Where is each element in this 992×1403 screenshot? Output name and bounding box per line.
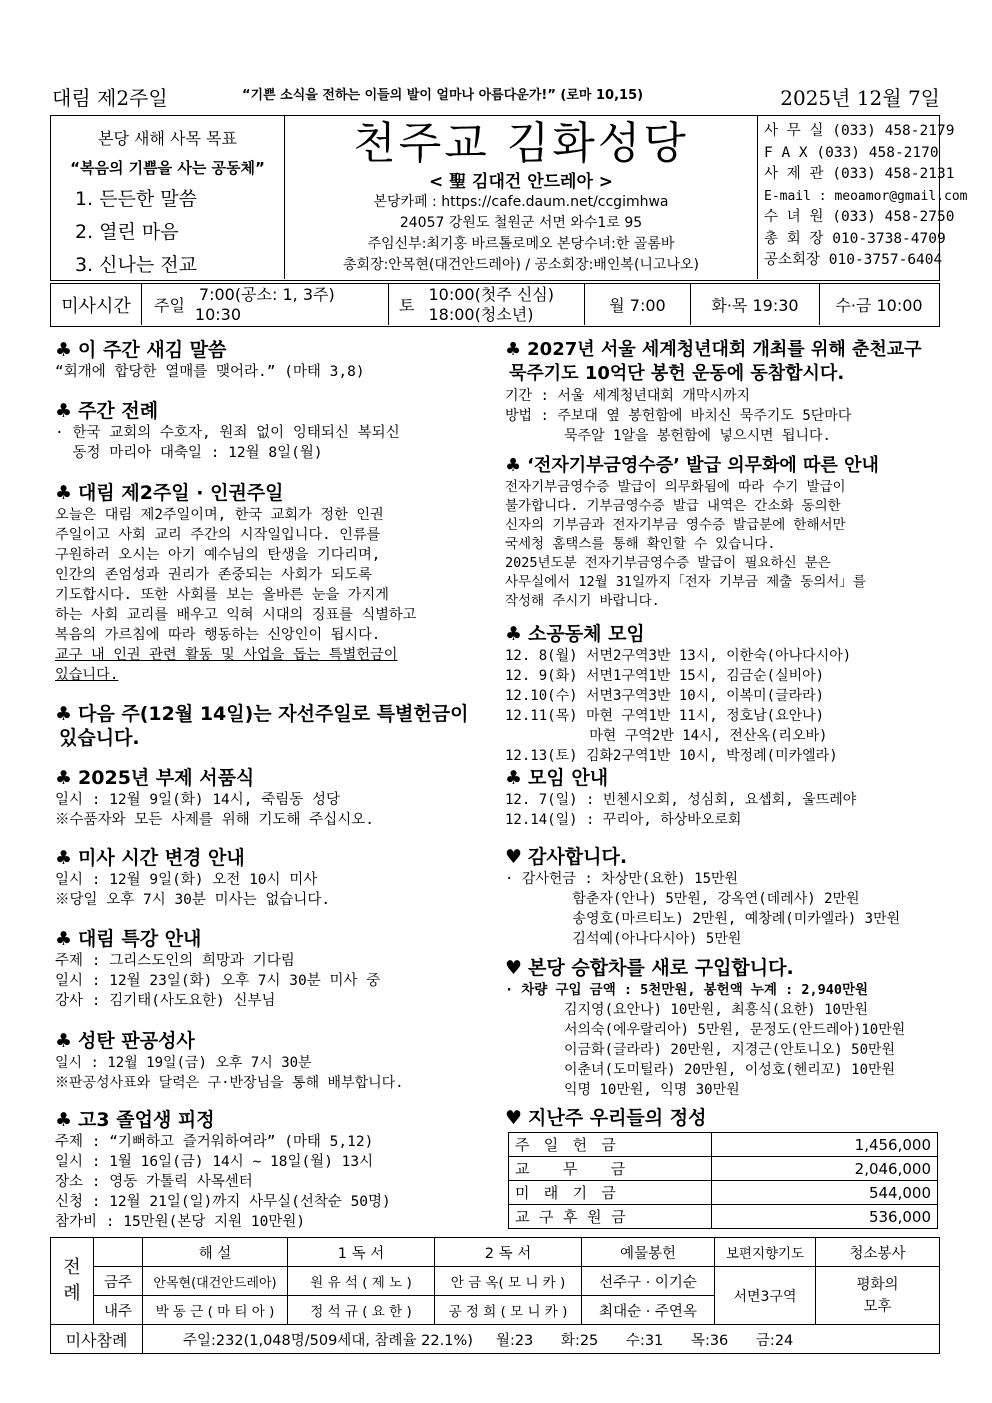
table-cell: 정 석 규 ( 요 한 ) [288,1296,435,1325]
section-body: 12. 8(월) 서면2구역3반 13시, 이한숙(아나다시아) 12. 9(화) 서면1구역1반 15시, 김금순(실비아) 12.10(수) 서면3구역3반 10시, 이복미(글라라) 12.11(목) 마현 구역1반 11시, 정호남(요안나) 마현 구역2반 14시, 전산옥(리오바) 12.13(토) 김화2구역1반 10시, 박정례(미카엘라) [505,648,852,764]
table-row [509,1157,938,1181]
section-title: 다음 주(12월 14일)는 자선주일로 특별헌금이 [78,703,469,725]
table-cell: 박 동 근 ( 마 티 아 ) [143,1296,288,1325]
section-title: 본당 승합차를 새로 구입합니다. [528,957,794,979]
section-small-community [505,622,940,766]
section-title-cont: 묵주기도 10억단 봉헌 운동에 동참합시다. [509,363,845,384]
offering-amount: 544,000 [712,1181,938,1205]
section-body: 일시 : 12월 9일(화) 오전 10시 미사 ※당일 오후 7시 30분 미사는 없습니다. [55,872,331,908]
parish-council: 총회장:안목현(대건안드레아) / 공소회장:배인복(니고나오) [343,257,699,273]
table-row [51,1238,940,1267]
club-suit-icon: ♣ [55,482,73,504]
attendance-label: 미사참례 [51,1325,143,1354]
section-confession [55,1029,495,1093]
mass-times [50,283,940,327]
section-title: 지난주 우리들의 정성 [528,1107,707,1129]
club-suit-icon: ♣ [505,339,522,360]
section-title: 이 주간 새김 말씀 [78,339,227,361]
offering-amount: 536,000 [712,1205,938,1229]
table-row [509,1133,938,1157]
section-donation-receipt [505,454,940,611]
offering-label: 주 일 헌 금 [509,1133,712,1157]
section-underlined-note: 교구 내 인권 관련 활동 및 사업을 돕는 특별헌금이 있습니다. [55,647,398,683]
table-header: 2 독 서 [435,1238,582,1267]
section-weekly-word [55,338,495,382]
table-cell: 서면3구역 [715,1267,816,1325]
sunday-time-2: 10:30 [194,304,242,324]
club-suit-icon: ♣ [55,1109,73,1131]
contact-email[interactable]: E-mail : meoamor@gmail.com [764,188,968,204]
table-header: 청소봉사 [816,1238,940,1267]
section-retreat [55,1108,495,1232]
parish-name: 천주교 김화성당 [353,118,689,169]
section-thanks [505,845,940,949]
section-title: 2025년 부제 서품식 [78,767,255,789]
section-rosary-campaign [505,338,940,446]
parish-address: 24057 강원도 철원군 서면 와수1로 95 [399,215,643,231]
table-header: 해 설 [143,1238,288,1267]
section-human-rights [55,481,495,685]
saturday-time-2: 18:00(청소년) [428,304,534,324]
offering-table [508,1132,938,1229]
goal-item: 1. 든든한 말씀 [75,188,197,210]
section-body: · 한국 교회의 수호자, 원죄 없이 잉태되신 복되신 동정 마리아 대축일 : 12월 8일(월) [55,425,400,461]
saturday-time-1: 10:00(첫주 신심) [428,284,554,304]
bulletin-date: 2025년 12월 7일 [780,86,940,110]
table-cell [94,1238,143,1267]
section-body: 일시 : 12월 19일(금) 오후 7시 30분 ※판공성사표와 달력은 구·반장님을 통해 배부합니다. [55,1055,404,1091]
club-suit-icon: ♣ [55,400,73,422]
contact-convent: 수 녀 원 (033) 458-2750 [764,209,955,225]
section-body: · 감사헌금 : 차상만(요한) 15만원 함춘자(안나) 5만원, 강옥연(데레사) 2만원 송영호(마르티노) 2만원, 예창례(미카엘라) 3만원 김석예(아나다시아) 5만원 [505,871,901,947]
goals-slogan: “복음의 기쁨을 사는 공동체” [70,159,265,177]
section-body: 주제 : 그리스도인의 희망과 기다림 일시 : 12월 23일(화) 오후 7시 30분 미사 중 강사 : 김기태(사도요한) 신부님 [55,953,381,1009]
club-suit-icon: ♣ [55,703,73,725]
section-meetings [505,766,940,830]
table-cell: 선주구 · 이기순 [582,1267,715,1296]
club-suit-icon: ♣ [55,767,73,789]
header-box [50,115,968,281]
section-van-purchase [505,956,940,1100]
section-title: 2027년 서울 세계청년대회 개최를 위해 춘천교구 [527,339,922,360]
section-title: 모임 안내 [528,767,609,789]
heart-icon: ♥ [505,957,523,979]
offering-label: 미 래 기 금 [509,1181,712,1205]
contact-rectory: 사 제 관 (033) 458-2131 [764,166,955,182]
mass-tue-thu: 화·목 19:30 [691,284,820,325]
contact-mission-head: 공소회장 010-3757-6404 [764,252,943,268]
liturgy-side-label: 전 례 [51,1238,94,1325]
goal-item: 3. 신나는 전교 [75,254,197,276]
table-header: 보편지향기도 [715,1238,816,1267]
goals-title: 본당 새해 사목 목표 [98,129,237,148]
section-title: 주간 전례 [78,400,159,422]
scripture-quote: “기쁜 소식을 전하는 이들의 발이 얼마나 아름다운가!” (로마 10,15) [242,88,644,103]
section-weekly-liturgy [55,399,495,463]
section-body: 오늘은 대림 제2주일이며, 한국 교회가 정한 인권 주일이고 사회 교리 주간의 시작일입니다. 인류를 구원하러 오시는 아기 예수님의 탄생을 기다리며, 인간의 존엄성과 권리가 존중되는 사회가 되도록 기도합시다. 또한 사회를 보는 올바른 눈을 가지게 하는 사회 교리를 배우고 익혀 시대의 징표를 식별하고 복음의 가르침에 따라 행동하는 신앙인이 됩시다. [55,507,417,643]
section-title: 감사합니다. [528,846,628,868]
goal-item: 2. 열린 마음 [75,221,179,243]
table-cell: 평화의 모후 [816,1267,940,1325]
club-suit-icon: ♣ [505,623,523,645]
section-body: 일시 : 12월 9일(화) 14시, 죽림동 성당 ※수품자와 모든 사제를 위해 기도해 주십시오. [55,792,375,828]
table-row [51,1267,940,1296]
section-title: ‘전자기부금영수증’ 발급 의무화에 따른 안내 [527,455,879,476]
section-title: 대림 특강 안내 [78,928,202,950]
section-title: 소공동체 모임 [528,623,645,645]
section-offering-title [505,1106,940,1130]
row-label: 내주 [94,1296,143,1325]
table-cell: 안목현(대건안드레아) [143,1267,288,1296]
table-cell: 공 정 희 ( 모 니 카 ) [435,1296,582,1325]
parish-info [286,116,756,279]
section-title: 고3 졸업생 피정 [78,1109,215,1131]
section-title: 미사 시간 변경 안내 [78,847,245,869]
mass-monday: 월 7:00 [585,284,691,325]
section-title: 대림 제2주일 · 인권주일 [78,482,284,504]
section-mass-change [55,846,495,910]
section-strong-line: · 차량 구입 금액 : 5천만원, 봉헌액 누계 : 2,940만원 [505,982,869,998]
club-suit-icon: ♣ [55,339,73,361]
liturgy-table [50,1237,940,1354]
club-suit-icon: ♣ [505,767,523,789]
table-row [509,1205,938,1229]
heart-icon: ♥ [505,1107,523,1129]
section-advent-lecture [55,927,495,1011]
offering-label: 교 구 후 원 금 [509,1205,712,1229]
offering-amount: 1,456,000 [712,1133,938,1157]
section-body: “회개에 합당한 열매를 맺어라.” (마태 3,8) [55,364,365,380]
club-suit-icon: ♣ [55,847,73,869]
table-header: 1 독 서 [288,1238,435,1267]
parish-cafe[interactable]: 본당카페 : https://cafe.daum.net/ccgimhwa [373,194,669,210]
section-body: 전자기부금영수증 발급이 의무화됨에 따라 수기 발급이 불가합니다. 기부금영수증 발급 내역은 간소화 동의한 신자의 기부금과 전자기부금 영수증 발급분에 한해서만 국세청 홈택스를 통해 확인할 수 있습니다. 2025년도분 전자기부금영수증 발급이 필요하신 분은 사무실에서 12월 31일까지「전자 기부금 제출 동의서」를 작성해 주시기 바랍니다. [505,479,866,609]
mass-label: 미사시간 [51,284,142,325]
table-cell: 안 금 옥( 모 니 카 ) [435,1267,582,1296]
row-label: 금주 [94,1267,143,1296]
club-suit-icon: ♣ [55,928,73,950]
offering-amount: 2,046,000 [712,1157,938,1181]
sunday-label: 주일 [154,296,185,315]
section-title-cont: 있습니다. [59,727,140,749]
parish-patron: < 聖 김대건 안드레아 > [428,172,614,192]
section-title: 성탄 판공성사 [78,1030,195,1052]
pastoral-goals [51,116,285,279]
section-body: 김지영(요안나) 10만원, 최흥식(요한) 10만원 서의숙(에우랄리아) 5만원, 문정도(안드레아)10만원 이금화(글라라) 20만원, 지경근(안토니오) 50만원 이춘녀(도미틸라) 20만원, 이성호(헨리꼬) 10만원 익명 10만원, 익명 30만원 [564,1002,906,1098]
table-row [51,1325,940,1354]
saturday-label: 토 [399,296,415,315]
week-label: 대림 제2주일 [52,86,168,110]
contact-office: 사 무 실 (033) 458-2179 [764,123,955,139]
mass-saturday [389,284,585,325]
section-body: 기간 : 서울 세계청년대회 개막시까지 방법 : 주보대 옆 봉헌함에 바치신 묵주기도 5단마다 묵주알 1알을 봉헌함에 넣으시면 됩니다. [505,388,852,444]
club-suit-icon: ♣ [505,455,522,476]
heart-icon: ♥ [505,846,523,868]
table-cell: 최대순 · 주연옥 [582,1296,715,1325]
table-header: 예물봉헌 [582,1238,715,1267]
section-diaconate [55,766,495,830]
section-body: 12. 7(일) : 빈첸시오회, 성심회, 요셉회, 울뜨레야 12.14(일) : 꾸리아, 하상바오로회 [505,792,857,828]
section-body: 주제 : “기뻐하고 즐거워하여라” (마태 5,12) 일시 : 1월 16일(금) 14시 ~ 18일(월) 13시 장소 : 영동 가톨릭 사목센터 신청 : 12월 21일(일)까지 사무실(선착순 50명) 참가비 : 15만원(본당 지원 10만원) [55,1134,391,1230]
attendance-values: 주일:232(1,048명/509세대, 참례율 22.1%) 월:23 화:25 수:31 목:36 금:24 [143,1325,940,1354]
mass-wed-fri: 수·금 10:00 [835,296,923,315]
parish-priest: 주임신부:최기홍 바르톨로메오 본당수녀:한 골롬바 [367,236,675,252]
table-cell: 원 유 석 ( 제 노 ) [288,1267,435,1296]
offering-label: 교 무 금 [509,1157,712,1181]
contact-fax: F A X (033) 458-2170 [764,144,939,161]
sunday-time-1: 7:00(공소: 1, 3주) [198,284,335,304]
contact-president: 총 회 장 010-3738-4709 [764,230,946,247]
top-banner [52,80,940,114]
club-suit-icon: ♣ [55,1030,73,1052]
mass-sunday [142,284,389,325]
table-row [509,1181,938,1205]
contact-list [757,116,968,279]
section-charity-sunday [55,702,495,750]
